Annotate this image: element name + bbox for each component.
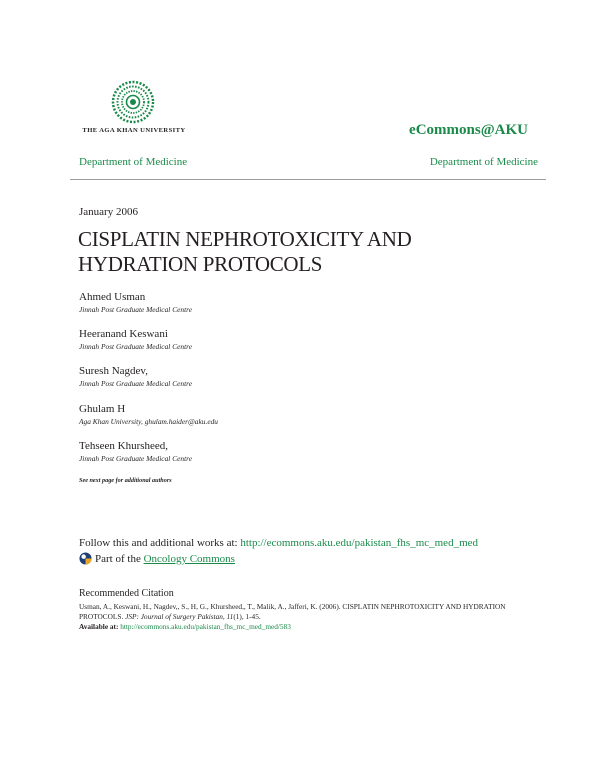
author-block [79, 290, 192, 315]
header-divider [70, 179, 546, 180]
author-block [79, 327, 192, 352]
author-name: Ahmed Usman [79, 291, 146, 303]
author-affiliation: Jinnah Post Graduate Medical Centre [79, 379, 193, 388]
author-name: Suresh Nagdev, [79, 365, 148, 377]
author-name: Ghulam H [79, 403, 126, 415]
author-affiliation: Jinnah Post Graduate Medical Centre [79, 342, 193, 351]
article-title [78, 227, 518, 277]
recommended-citation-heading: Recommended Citation [79, 588, 174, 599]
oncology-commons-link[interactable]: Oncology Commons [143, 552, 235, 565]
article-title-line-2: HYDRATION PROTOCOLS [78, 252, 323, 276]
department-link-left[interactable]: Department of Medicine [79, 156, 188, 168]
digital-commons-network-icon [79, 552, 92, 565]
university-name: THE AGA KHAN UNIVERSITY [82, 127, 186, 134]
author-block [79, 439, 192, 464]
follow-line [79, 537, 478, 549]
part-of-line [79, 552, 235, 565]
author-block [79, 402, 218, 427]
part-of-prefix: Part of the [95, 552, 141, 565]
follow-prefix: Follow this and additional works at: [79, 537, 241, 549]
citation-url-link[interactable]: http://ecommons.aku.edu/pakistan_fhs_mc_med_med/583 [120, 622, 291, 631]
author-block [79, 364, 192, 389]
collection-url-link[interactable]: http://ecommons.aku.edu/pakistan_fhs_mc_med_med [240, 537, 479, 549]
aku-logo [78, 80, 190, 140]
aku-emblem-icon [109, 80, 157, 126]
ecommons-link[interactable]: eCommons@AKU [409, 122, 528, 138]
available-at-label: Available at: [79, 622, 119, 631]
article-title-line-1: CISPLATIN NEPHROTOXICITY AND [78, 227, 412, 251]
author-affiliation: Aga Khan University, ghulam.haider@aku.edu [79, 417, 218, 426]
see-next-page-note: See next page for additional authors [79, 477, 172, 484]
author-name: Heeranand Keswani [79, 328, 168, 340]
author-affiliation: Jinnah Post Graduate Medical Centre [79, 305, 193, 314]
publication-date: January 2006 [79, 206, 138, 218]
department-link-right[interactable]: Department of Medicine [429, 156, 538, 168]
author-name: Tehseen Khursheed, [79, 440, 169, 452]
citation-text: Usman, A., Keswani, H., Nagdev,, S., H, G., Khursheed,, T., Malik, A., Jafferi, K. (2006). CISPLATIN NEPHROTOXICITY AND HYDRATION PROTOCOLS. JSP: Journal of Surgery Pakistan, 11(1), 1-45. Available at: http://ecommons.aku.edu/pakistan_fhs_mc_med_med/583 [79, 602, 506, 631]
author-affiliation: Jinnah Post Graduate Medical Centre [79, 454, 193, 463]
